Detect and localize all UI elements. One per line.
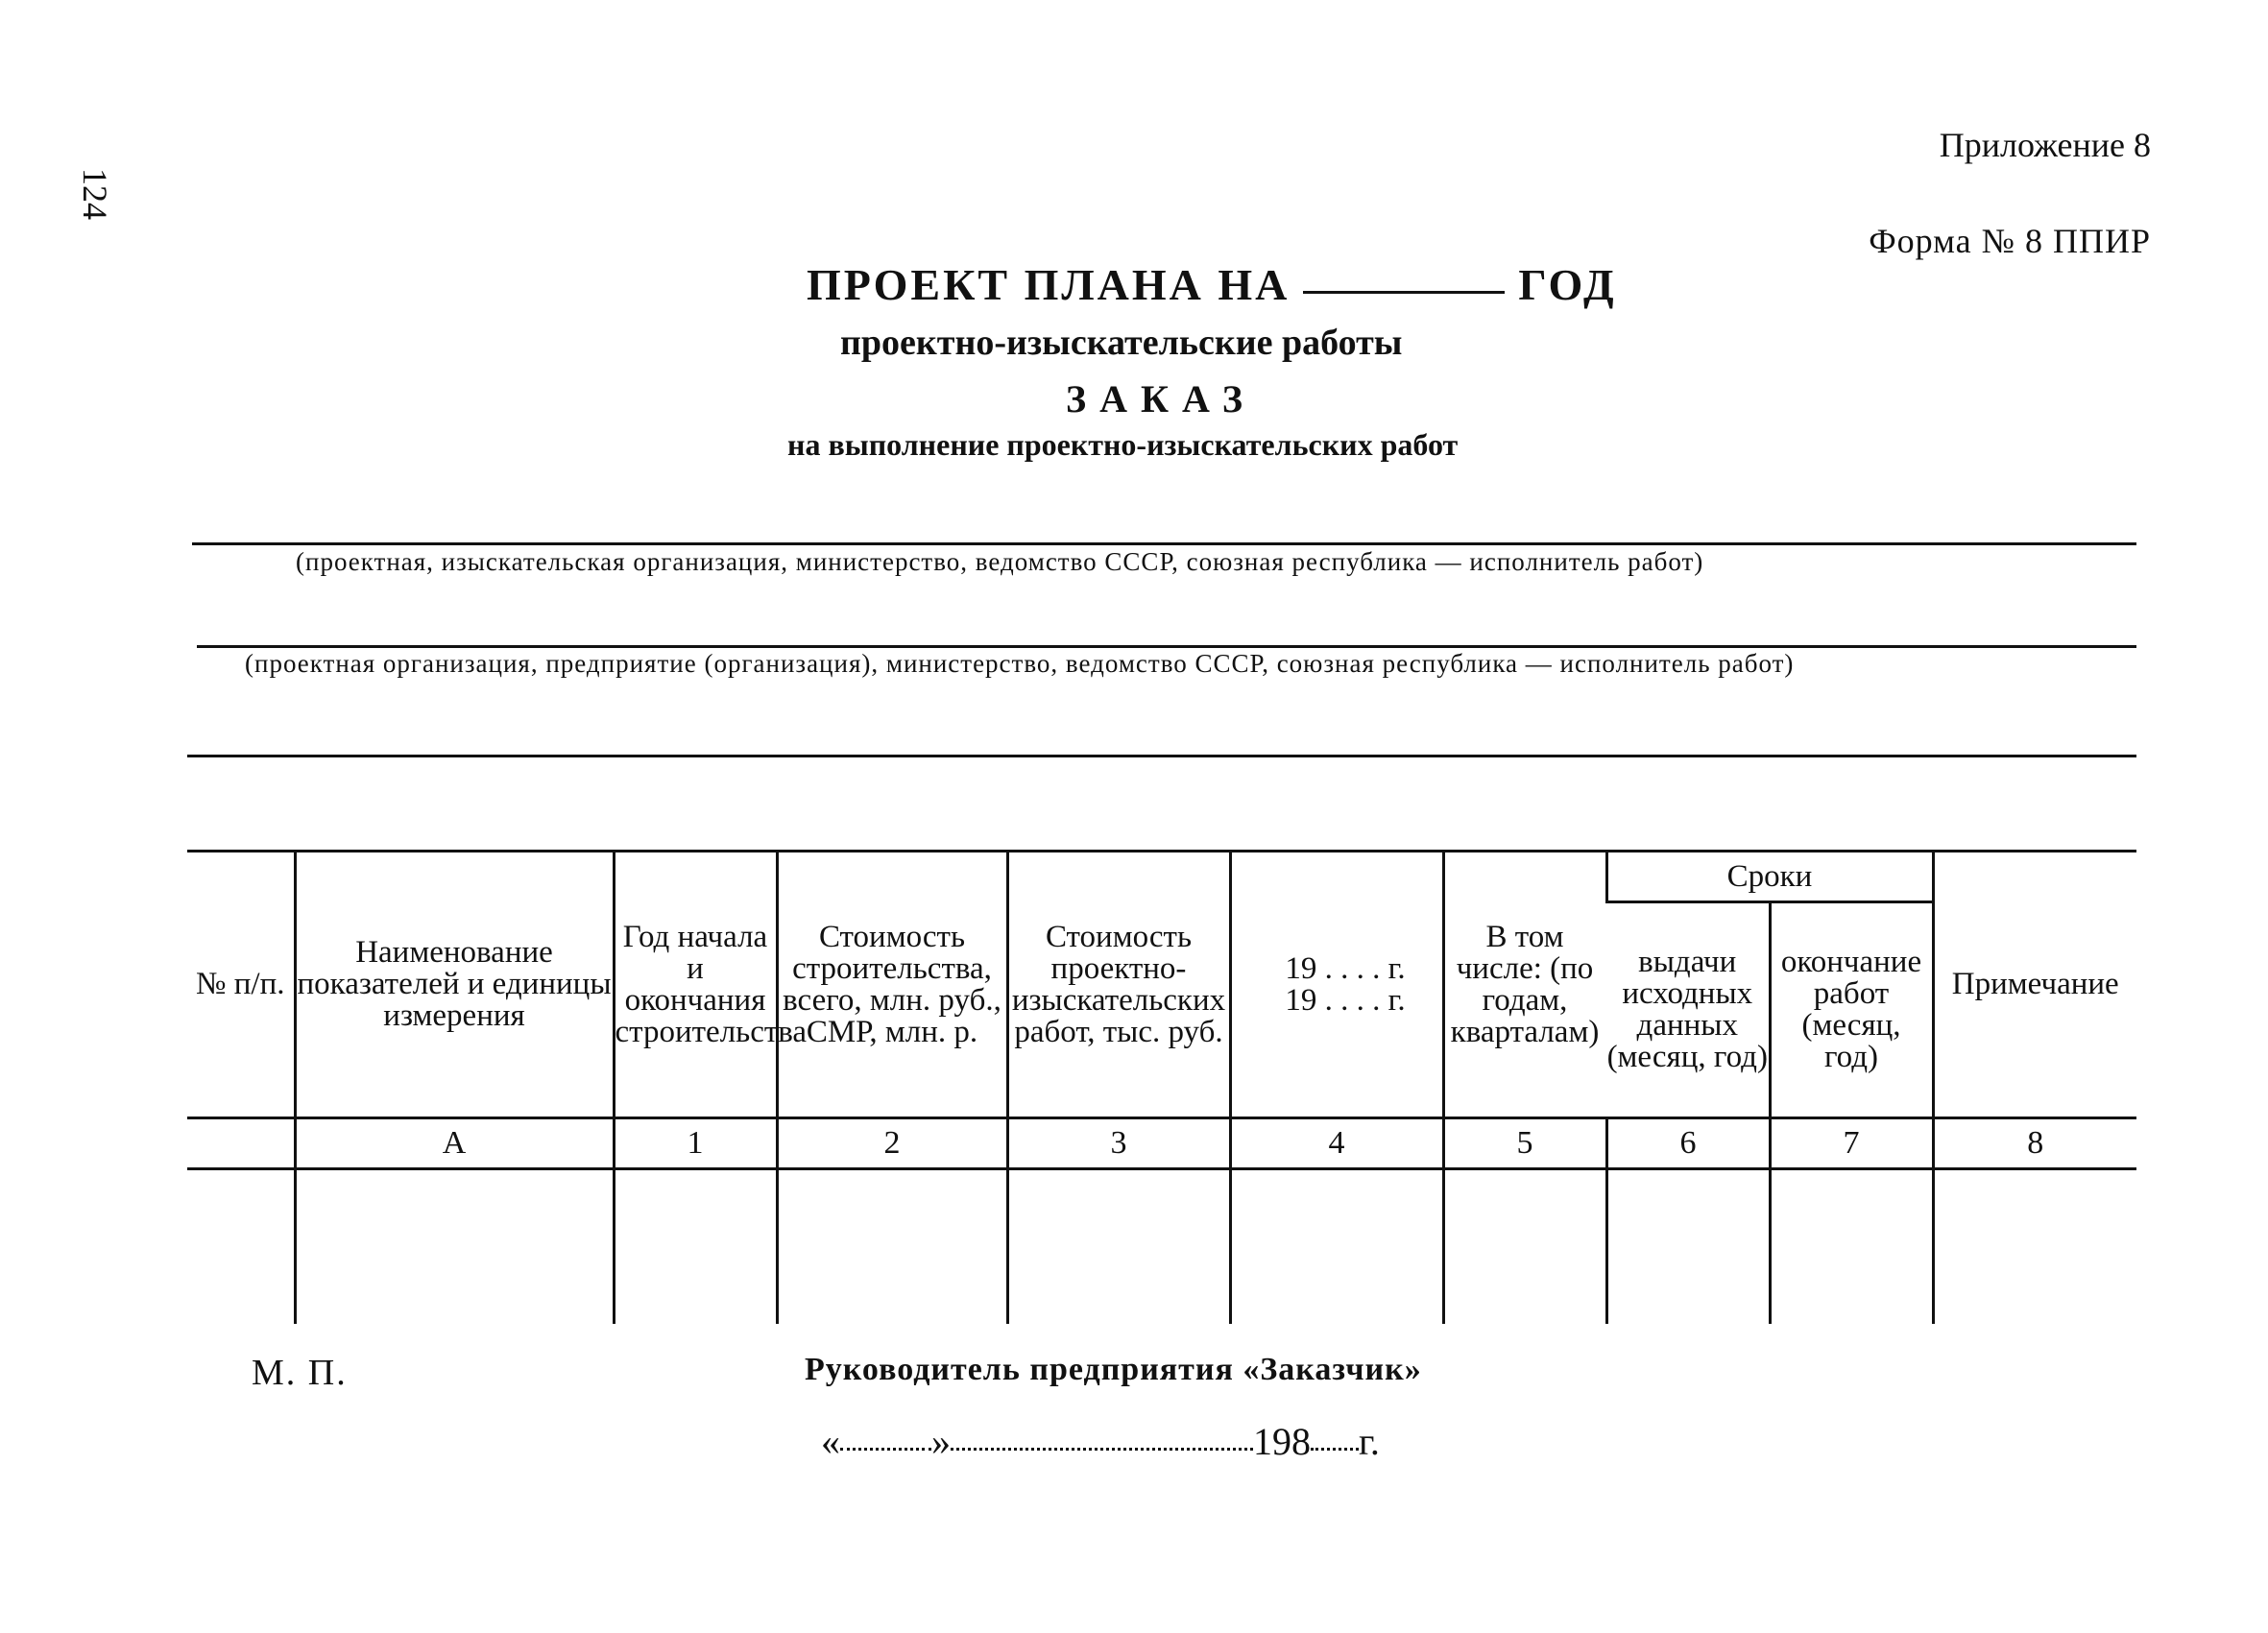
table-row bbox=[187, 1169, 2136, 1325]
stamp-label: М. П. bbox=[252, 1353, 348, 1393]
column-number: 6 bbox=[1606, 1118, 1770, 1169]
header-finish: окончание работ (месяц, год) bbox=[1770, 902, 1933, 1118]
page-subtitle: проектно-изыскательские работы bbox=[840, 323, 1403, 363]
date-suffix: г. bbox=[1359, 1420, 1380, 1463]
table-cell[interactable] bbox=[1443, 1169, 1606, 1325]
date-open-quote: « bbox=[821, 1420, 840, 1463]
form-label: Форма № 8 ППИР bbox=[1869, 222, 2151, 260]
column-number: 3 bbox=[1007, 1118, 1230, 1169]
column-number bbox=[187, 1118, 295, 1169]
title-right: ГОД bbox=[1518, 260, 1617, 309]
manager-signature-label: Руководитель предприятия «Заказчик» bbox=[805, 1352, 1422, 1387]
header-year-a: 19 . . . . г. bbox=[1285, 950, 1406, 986]
header-years-construction: Год начала и окончания строительства bbox=[614, 852, 777, 1118]
column-number: 7 bbox=[1770, 1118, 1933, 1169]
header-issue: выдачи исходных данных (месяц, год) bbox=[1606, 945, 1768, 1074]
extra-fill-line[interactable] bbox=[187, 755, 2136, 757]
order-table bbox=[187, 850, 2136, 1324]
header-num: № п/п. bbox=[187, 852, 295, 1118]
header-cost-construction: Стоимость строительства, всего, млн. руб., СМР, млн. р. bbox=[777, 852, 1007, 1118]
appendix-label: Приложение 8 bbox=[1939, 126, 2151, 164]
date-close-quote: » bbox=[931, 1420, 951, 1463]
customer-caption: (проектная организация, предприятие (организация), министерство, ведомство СССР, союзная республика — исполнитель работ) bbox=[245, 649, 1795, 678]
header-note: Примечание bbox=[1933, 852, 2136, 1118]
table-cell[interactable] bbox=[187, 1169, 295, 1325]
column-number: 8 bbox=[1933, 1118, 2136, 1169]
page-title bbox=[807, 259, 1617, 310]
customer-fill-line[interactable] bbox=[197, 645, 2136, 648]
column-number: 5 bbox=[1443, 1118, 1606, 1169]
header-terms: Сроки bbox=[1606, 852, 1933, 902]
column-number: А bbox=[295, 1118, 614, 1169]
table-cell[interactable] bbox=[777, 1169, 1007, 1325]
executor-caption: (проектная, изыскательская организация, министерство, ведомство СССР, союзная республика — исполнитель работ) bbox=[296, 547, 1704, 576]
table-cell[interactable] bbox=[1770, 1169, 1933, 1325]
order-title: ЗАКАЗ bbox=[1066, 377, 1257, 420]
order-subtitle: на выполнение проектно-изыскательских работ bbox=[787, 427, 1459, 462]
table-cell[interactable] bbox=[1230, 1169, 1443, 1325]
year-blank-footer[interactable] bbox=[1311, 1448, 1359, 1451]
day-blank[interactable] bbox=[840, 1448, 931, 1451]
column-number: 1 bbox=[614, 1118, 777, 1169]
header-name: Наименование показателей и единицы измерения bbox=[295, 852, 614, 1118]
table-cell[interactable] bbox=[1007, 1169, 1230, 1325]
header-including: В том числе: (по годам, кварталам) bbox=[1443, 852, 1606, 1118]
header-years bbox=[1230, 852, 1443, 1118]
header-year-b: 19 . . . . г. bbox=[1285, 982, 1406, 1018]
column-number: 2 bbox=[777, 1118, 1007, 1169]
table-cell[interactable] bbox=[295, 1169, 614, 1325]
page-number: 124 bbox=[76, 168, 114, 220]
column-number-row bbox=[187, 1118, 2136, 1169]
table-cell[interactable] bbox=[1933, 1169, 2136, 1325]
table-cell[interactable] bbox=[1606, 1169, 1770, 1325]
title-left: ПРОЕКТ ПЛАНА НА bbox=[807, 260, 1291, 309]
date-year: 198 bbox=[1253, 1420, 1311, 1463]
year-blank[interactable] bbox=[1303, 291, 1505, 294]
date-line bbox=[821, 1419, 1380, 1464]
executor-fill-line[interactable] bbox=[192, 542, 2136, 545]
column-number: 4 bbox=[1230, 1118, 1443, 1169]
month-blank[interactable] bbox=[951, 1448, 1253, 1451]
header-cost-design: Стоимость проектно-изыскательских работ, тыс. руб. bbox=[1007, 852, 1230, 1118]
table-cell[interactable] bbox=[614, 1169, 777, 1325]
